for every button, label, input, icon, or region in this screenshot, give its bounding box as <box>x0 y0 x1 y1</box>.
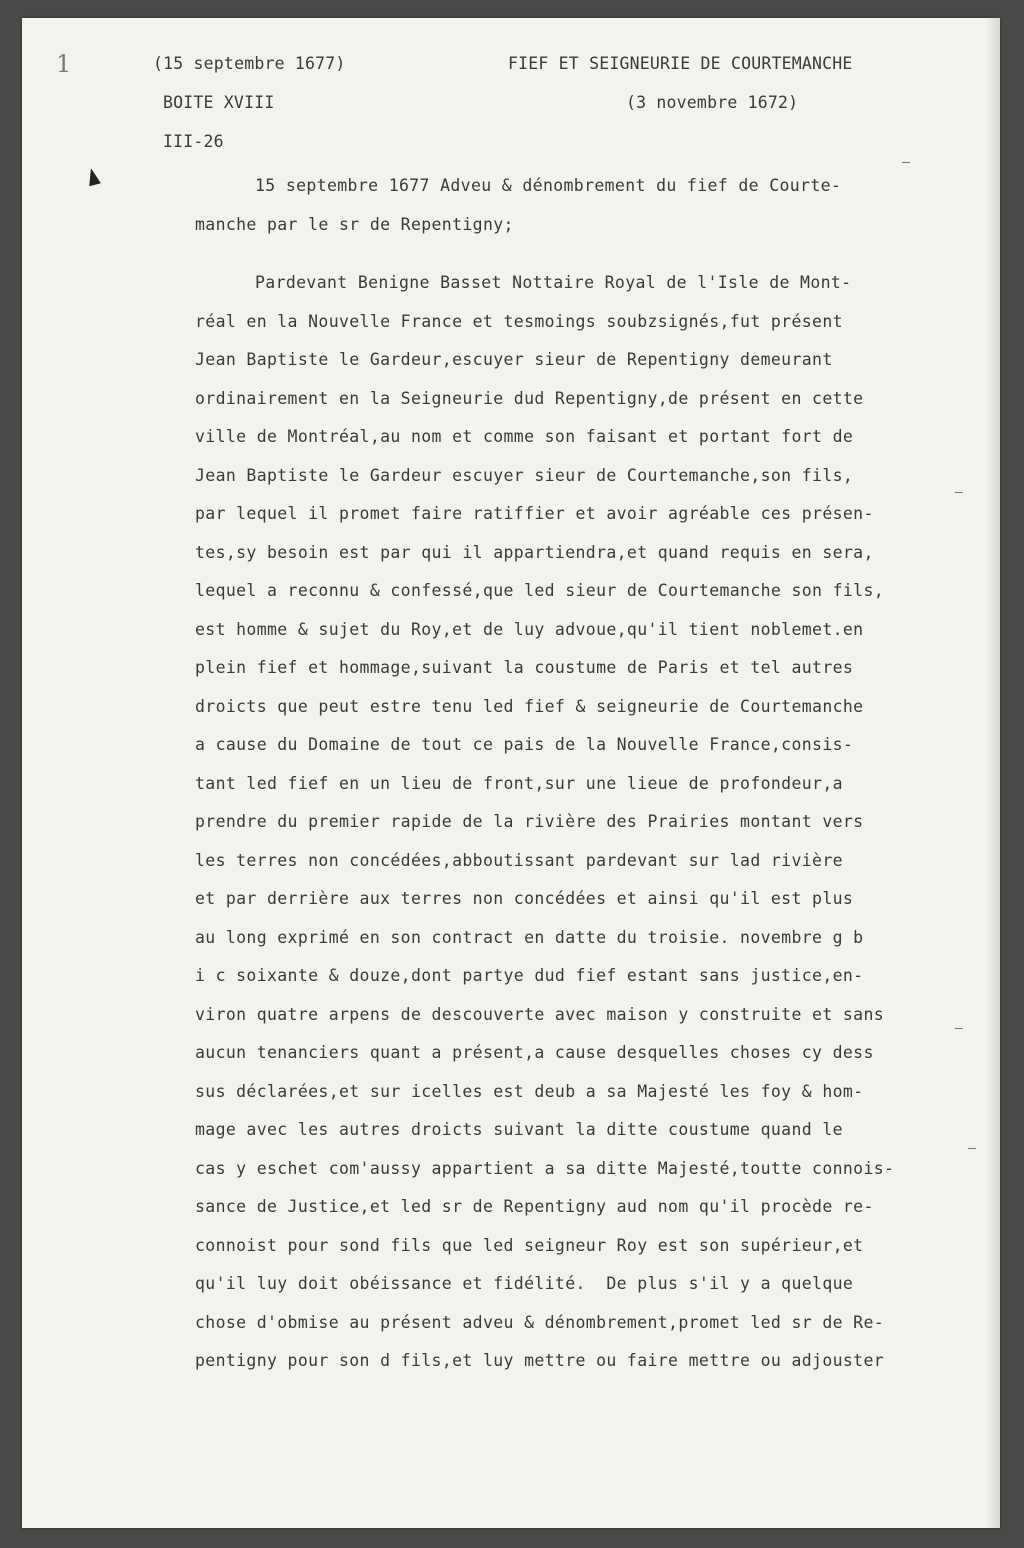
margin-dash <box>955 1028 963 1029</box>
margin-dash <box>902 162 910 163</box>
body-line: cas y eschet com'aussy appartient a sa ditte Majesté,toutte connois- <box>195 1159 895 1178</box>
body-line: Jean Baptiste le Gardeur,escuyer sieur de Repentigny demeurant <box>195 350 833 369</box>
body-line: tant led fief en un lieu de front,sur une lieue de profondeur,a <box>195 774 843 793</box>
body-line: a cause du Domaine de tout ce pais de la Nouvelle France,consis- <box>195 735 854 754</box>
body-line: i c soixante & douze,dont partye dud fief estant sans justice,en- <box>195 966 864 985</box>
body-line: Pardevant Benigne Basset Nottaire Royal de l'Isle de Mont- <box>255 273 852 292</box>
body-line: connoist pour sond fils que led seigneur Roy est son supérieur,et <box>195 1236 864 1255</box>
body-line: viron quatre arpens de descouverte avec maison y construite et sans <box>195 1005 885 1024</box>
body-line: au long exprimé en son contract en datte du troisie. novembre g b <box>195 928 864 947</box>
page-number: 1 <box>56 50 72 78</box>
document-page <box>22 18 1000 1528</box>
body-line: les terres non concédées,abboutissant pardevant sur lad rivière <box>195 851 843 870</box>
body-line: manche par le sr de Repentigny; <box>195 215 514 234</box>
body-line: tes,sy besoin est par qui il appartiendra,et quand requis en sera, <box>195 543 874 562</box>
header-box-number: BOITE XVIII <box>163 93 275 112</box>
body-line: est homme & sujet du Roy,et de luy advoue,qu'il tient noblemet.en <box>195 620 864 639</box>
header-title: FIEF ET SEIGNEURIE DE COURTEMANCHE <box>508 54 853 73</box>
body-line: mage avec les autres droicts suivant la ditte coustume quand le <box>195 1120 843 1139</box>
body-line: par lequel il promet faire ratiffier et avoir agréable ces présen- <box>195 504 874 523</box>
body-line: Jean Baptiste le Gardeur escuyer sieur de Courtemanche,son fils, <box>195 466 854 485</box>
body-line: prendre du premier rapide de la rivière des Prairies montant vers <box>195 812 864 831</box>
body-line: sance de Justice,et led sr de Repentigny aud nom qu'il procède re- <box>195 1197 874 1216</box>
body-line: droicts que peut estre tenu led fief & seigneurie de Courtemanche <box>195 697 864 716</box>
body-line: ville de Montréal,au nom et comme son faisant et portant fort de <box>195 427 854 446</box>
body-line: 15 septembre 1677 Adveu & dénombrement du fief de Courte- <box>255 176 842 195</box>
body-line: aucun tenanciers quant a présent,a cause desquelles choses cy dess <box>195 1043 874 1062</box>
body-line: réal en la Nouvelle France et tesmoings soubzsignés,fut présent <box>195 312 843 331</box>
body-line: sus déclarées,et sur icelles est deub a sa Majesté les foy & hom- <box>195 1082 864 1101</box>
header-left-date: (15 septembre 1677) <box>153 54 346 73</box>
header-right-date: (3 novembre 1672) <box>626 93 799 112</box>
margin-dash <box>968 1148 976 1149</box>
header-code: III-26 <box>163 132 224 151</box>
body-line: plein fief et hommage,suivant la coustume de Paris et tel autres <box>195 658 854 677</box>
body-line: et par derrière aux terres non concédées et ainsi qu'il est plus <box>195 889 854 908</box>
body-line: chose d'obmise au présent adveu & dénombrement,promet led sr de Re- <box>195 1313 885 1332</box>
body-line: lequel a reconnu & confessé,que led sieur de Courtemanche son fils, <box>195 581 885 600</box>
margin-dash <box>955 492 963 493</box>
body-line: qu'il luy doit obéissance et fidélité. De plus s'il y a quelque <box>195 1274 854 1293</box>
body-line: ordinairement en la Seigneurie dud Repentigny,de présent en cette <box>195 389 864 408</box>
body-line: pentigny pour son d fils,et luy mettre ou faire mettre ou adjouster <box>195 1351 885 1370</box>
